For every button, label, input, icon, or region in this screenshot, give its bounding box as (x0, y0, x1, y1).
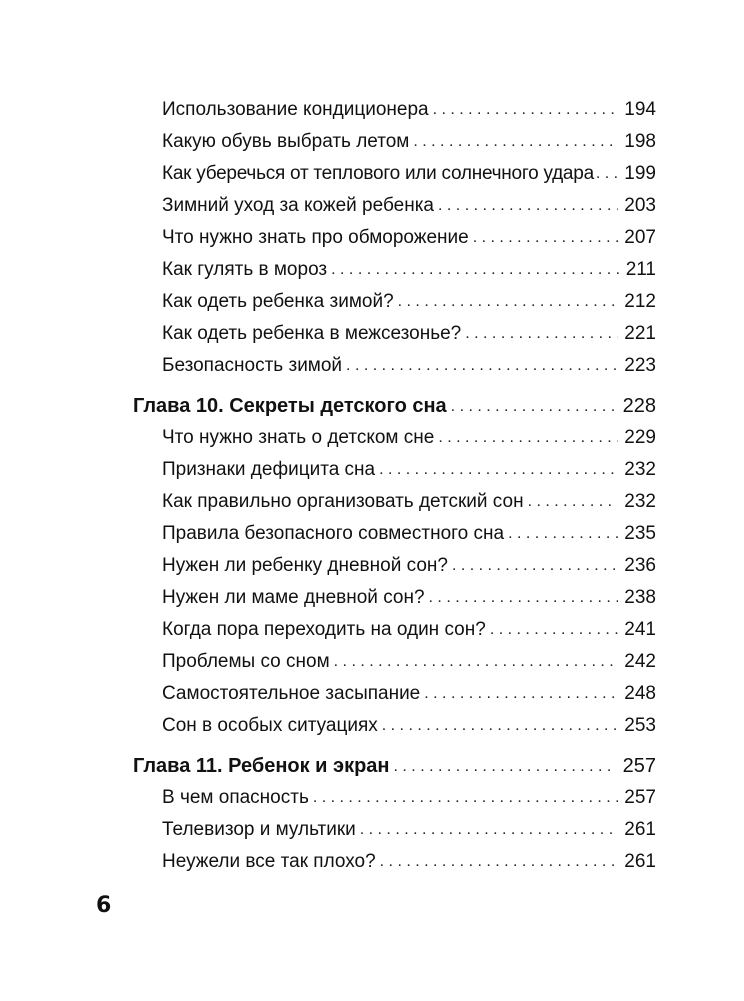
toc-entry (162, 554, 656, 579)
toc-entry (162, 98, 656, 123)
toc-chapter (133, 754, 656, 780)
toc-entry-page: 212 (624, 291, 656, 312)
toc-entry (162, 322, 656, 347)
toc-entry-title: Как правильно организовать детский сон (162, 491, 524, 512)
dot-leader (360, 818, 619, 842)
toc-entry-title: Как одеть ребенка в межсезонье? (162, 323, 462, 344)
toc-entry-page: 223 (624, 355, 656, 376)
page-number: 6 (96, 893, 112, 918)
dot-leader (413, 130, 618, 154)
toc-entry-page: 198 (624, 131, 656, 152)
dot-leader (382, 714, 619, 738)
toc-entry-title: Неужели все так плохо? (162, 851, 376, 872)
toc-entry-page: 235 (624, 523, 656, 544)
dot-leader (398, 290, 619, 314)
toc-entry-title: Что нужно знать про обморожение (162, 227, 469, 248)
dot-leader (346, 354, 618, 378)
toc-entry-title: Безопасность зимой (162, 355, 343, 376)
toc-entry-title: Как одеть ребенка зимой? (162, 291, 394, 312)
dot-leader (528, 490, 619, 514)
dot-leader (334, 650, 619, 674)
toc-chapter-page: 228 (622, 395, 656, 417)
toc-entry (162, 458, 656, 483)
toc-entry (162, 426, 656, 451)
dot-leader (424, 682, 618, 706)
dot-leader (331, 258, 620, 282)
toc-entry (162, 618, 656, 643)
toc-entry (162, 258, 656, 283)
dot-leader (508, 522, 618, 546)
toc-entry-title: Нужен ли маме дневной сон? (162, 587, 425, 608)
toc-entry-page: 238 (624, 587, 656, 608)
toc-entry (162, 162, 656, 187)
toc-chapter-title: Глава 11. Ребенок и экран (133, 755, 390, 777)
toc-entry (162, 682, 656, 707)
toc-entry-page: 261 (624, 819, 656, 840)
toc-entry-title: Сон в особых ситуациях (162, 715, 378, 736)
toc-entry-page: 236 (624, 555, 656, 576)
toc-entry-page: 194 (624, 99, 656, 120)
dot-leader (451, 395, 617, 419)
dot-leader (379, 458, 618, 482)
toc-entry-page: 229 (624, 427, 656, 448)
toc-entry-page: 248 (624, 683, 656, 704)
toc-entry-page: 253 (624, 715, 656, 736)
dot-leader (433, 98, 619, 122)
toc-entry-title: Проблемы со сном (162, 651, 330, 672)
dot-leader (596, 162, 622, 186)
toc-entry-title: Как гулять в мороз (162, 259, 328, 280)
dot-leader (438, 426, 618, 450)
toc-entry-page: 241 (624, 619, 656, 640)
toc-entry-title: Как уберечься от теплового или солнечного удара (162, 163, 594, 184)
toc-entry-page: 232 (624, 491, 656, 512)
toc-entry (162, 226, 656, 251)
dot-leader (490, 618, 618, 642)
toc-entry (162, 522, 656, 547)
dot-leader (394, 755, 617, 779)
toc-entry-title: Телевизор и мультики (162, 819, 356, 840)
toc-entry (162, 850, 656, 875)
toc-entry-page: 221 (624, 323, 656, 344)
toc-entry (162, 650, 656, 675)
toc-chapter-title: Глава 10. Секреты детского сна (133, 395, 447, 417)
toc-entry (162, 354, 656, 379)
toc-entry (162, 586, 656, 611)
toc-entry (162, 194, 656, 219)
toc-entry-title: Нужен ли ребенку дневной сон? (162, 555, 448, 576)
toc-entry (162, 130, 656, 155)
toc-entry-title: В чем опасность (162, 787, 309, 808)
dot-leader (473, 226, 619, 250)
toc-entry (162, 818, 656, 843)
dot-leader (313, 786, 618, 810)
toc-entry-title: Правила безопасного совместного сна (162, 523, 505, 544)
dot-leader (465, 322, 618, 346)
toc-entry-title: Когда пора переходить на один сон? (162, 619, 486, 640)
dot-leader (380, 850, 619, 874)
toc-entry-page: 242 (624, 651, 656, 672)
toc-entry-title: Какую обувь выбрать летом (162, 131, 410, 152)
toc-entry-title: Что нужно знать о детском сне (162, 427, 435, 448)
toc-entry-page: 257 (624, 787, 656, 808)
toc-entry-page: 203 (624, 195, 656, 216)
toc-entry-title: Зимний уход за кожей ребенка (162, 195, 435, 216)
dot-leader (438, 194, 618, 218)
toc-entry-title: Признаки дефицита сна (162, 459, 376, 480)
toc-chapter-page: 257 (622, 755, 656, 777)
toc-chapter (133, 394, 656, 420)
toc-entry-page: 232 (624, 459, 656, 480)
toc-entry (162, 490, 656, 515)
toc-entry-title: Использование кондиционера (162, 99, 429, 120)
toc-entry (162, 714, 656, 739)
toc-entry (162, 290, 656, 315)
toc-entry-page: 207 (624, 227, 656, 248)
toc-entry-title: Самостоятельное засыпание (162, 683, 421, 704)
dot-leader (429, 586, 619, 610)
toc-entry-page: 211 (625, 259, 656, 280)
dot-leader (452, 554, 618, 578)
toc-entry (162, 786, 656, 811)
toc-entry-page: 199 (624, 163, 656, 184)
toc-entry-page: 261 (624, 851, 656, 872)
